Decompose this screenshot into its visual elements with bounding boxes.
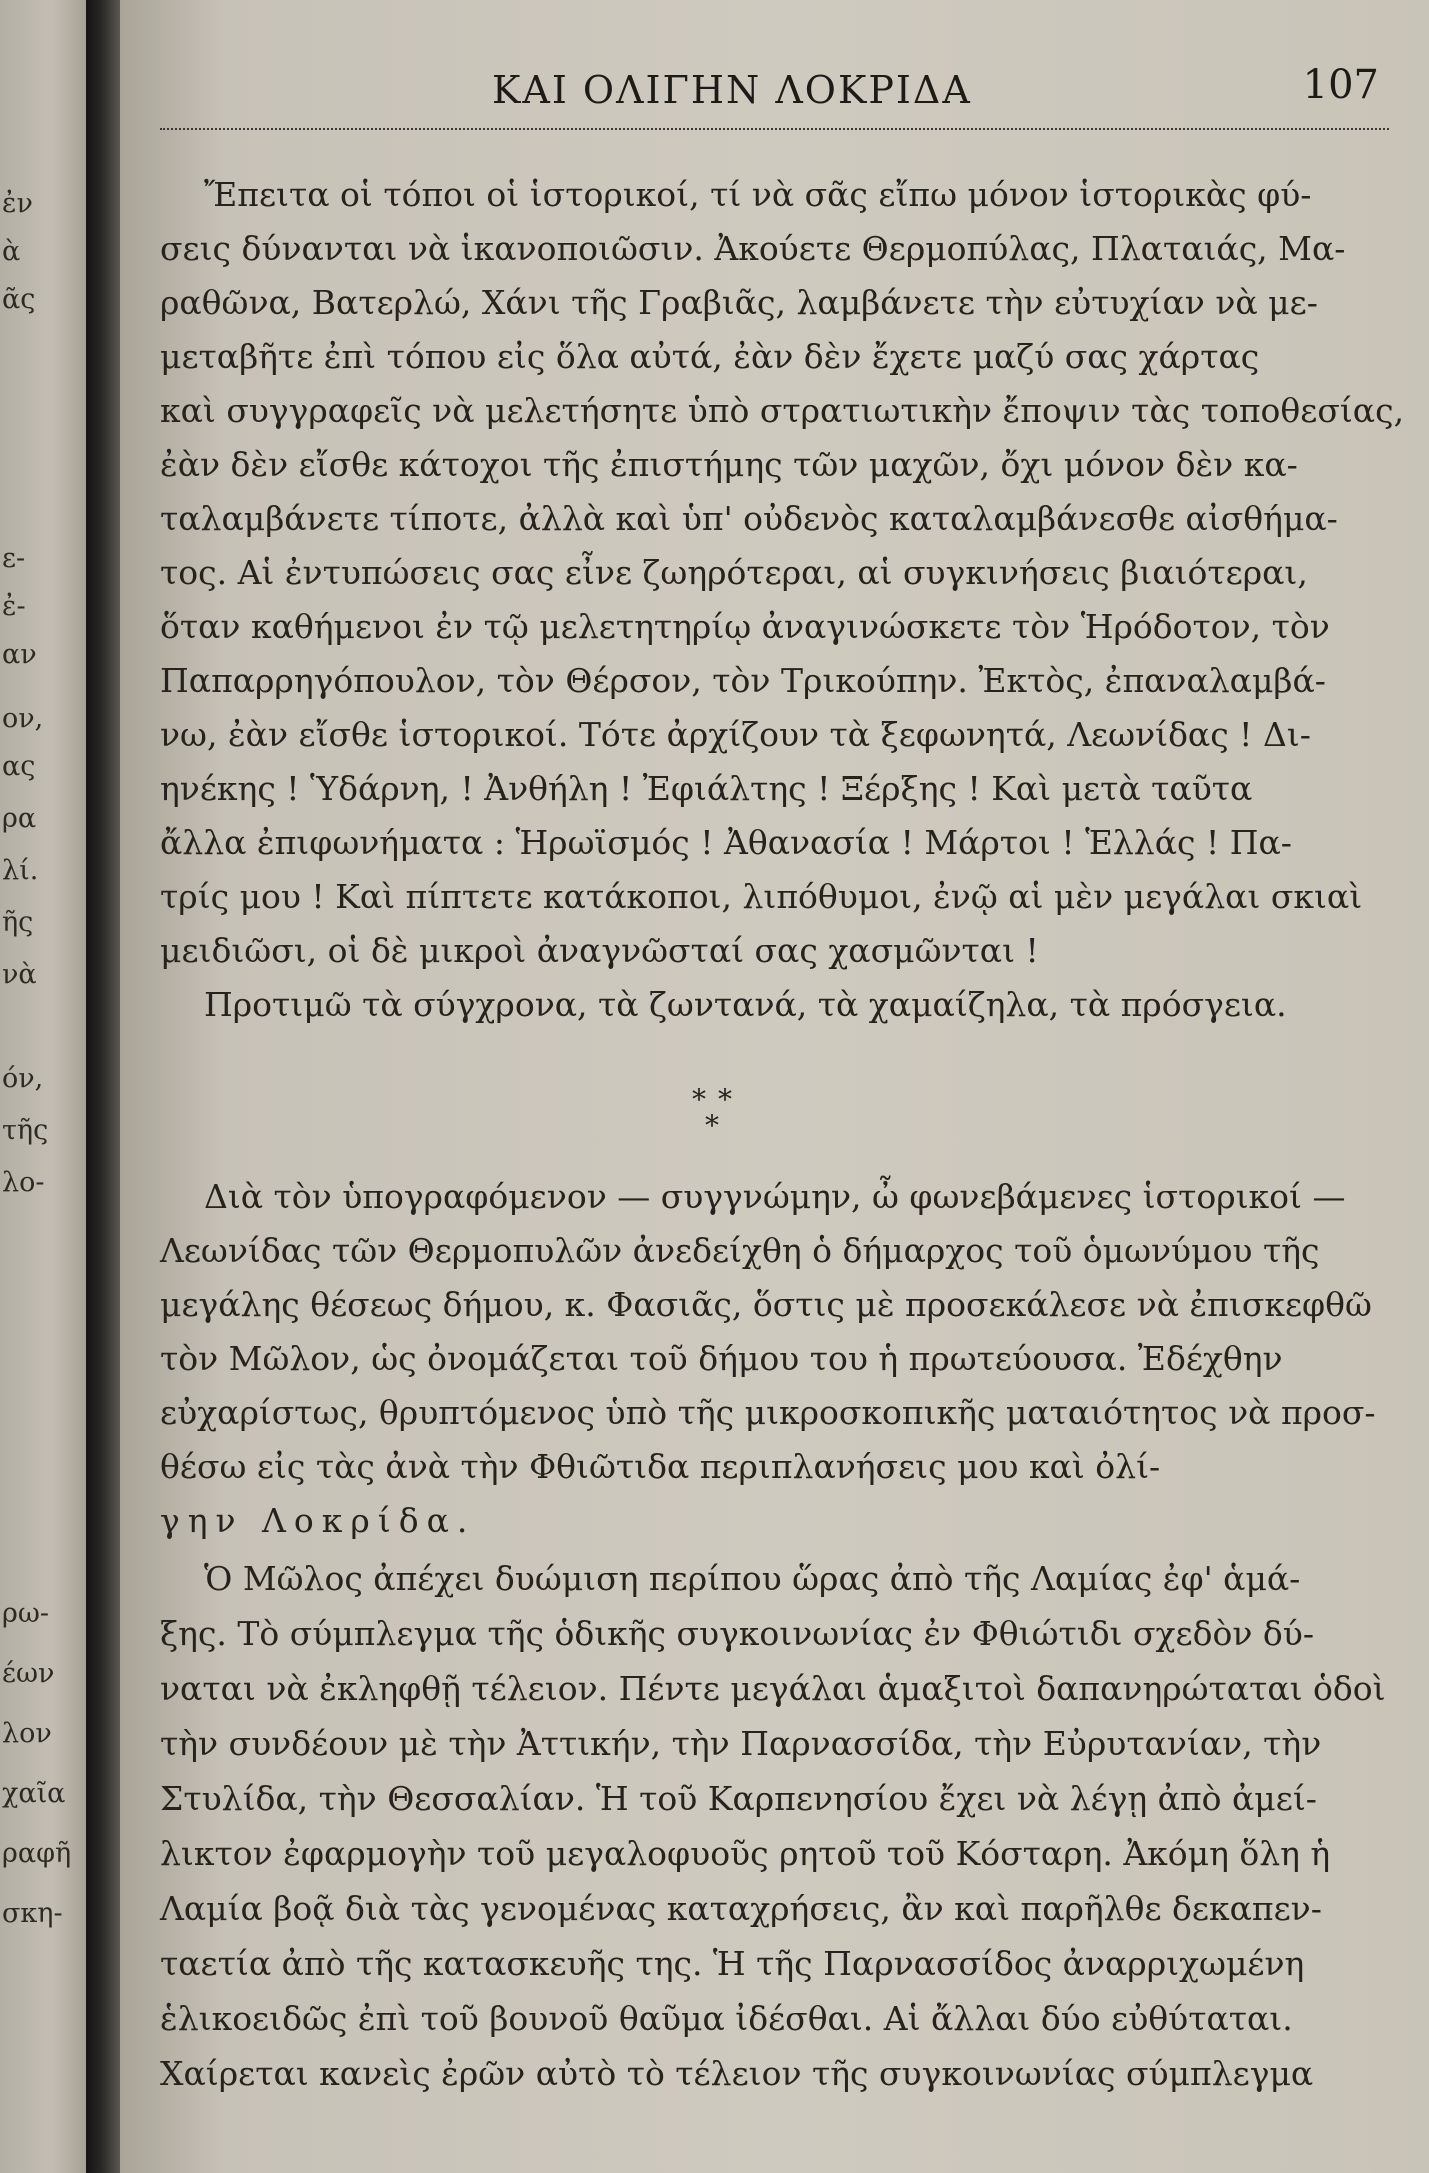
left-fragment: αν — [2, 639, 37, 670]
paragraph-3-line: τὸν Μῶλον, ὡς ὀνομάζεται τοῦ δήμου του ἡ πρωτεύουσα. Ἐδέχθην — [160, 1339, 1283, 1378]
left-fragment: έων — [2, 1658, 55, 1689]
left-fragment: ας — [2, 751, 36, 782]
paragraph-4-line: ξης. Τὸ σύμπλεγμα τῆς ὁδικῆς συγκοινωνίας ἐν Φθιώτιδι σχεδὸν δύ- — [160, 1614, 1314, 1653]
left-fragment: σκη- — [2, 1898, 63, 1929]
left-fragment: λο- — [2, 1167, 45, 1198]
book-gutter — [86, 0, 120, 2173]
paragraph-1-line: ταλαμβάνετε τίποτε, ἀλλὰ καὶ ὑπ' οὐδενὸς καταλαμβάνεσθε αἰσθήμα- — [160, 499, 1338, 538]
header-rule — [160, 128, 1389, 130]
paragraph-3-line: μεγάλης θέσεως δήμου, κ. Φασιᾶς, ὅστις μὲ προσεκάλεσε νὰ ἐπισκεφθῶ — [160, 1285, 1372, 1324]
paragraph-1-line: ηνέκης ! Ὑδάρνη, ! Ἀνθήλη ! Ἐφιάλτης ! Ξέρξης ! Καὶ μετὰ ταῦτα — [160, 769, 1253, 808]
left-fragment: ῆς — [2, 907, 34, 938]
paragraph-3-line: θέσω εἰς τὰς ἀνὰ τὴν Φθιῶτιδα περιπλανήσεις μου καὶ ὀλί- — [160, 1447, 1161, 1486]
left-fragment: ἐ- — [2, 591, 26, 622]
asterisk: * — [718, 1083, 732, 1116]
paragraph-4-line: Στυλίδα, τὴν Θεσσαλίαν. Ἡ τοῦ Καρπενησίου ἔχει νὰ λέγῃ ἀπὸ ἀμεί- — [160, 1779, 1317, 1818]
paragraph-1-line: τρίς μου ! Καὶ πίπτετε κατάκοποι, λιπόθυμοι, ἐνῷ αἱ μὲν μεγάλαι σκιαὶ — [160, 877, 1363, 916]
left-fragment: ᾶς — [2, 284, 36, 315]
paragraph-4-line: τὴν συνδέουν μὲ τὴν Ἀττικήν, τὴν Παρνασσίδα, τὴν Εὐρυτανίαν, τὴν — [160, 1724, 1322, 1763]
paragraph-3-line: Διὰ τὸν ὑπογραφόμενον — συγγνώμην, ὦ φωνεβάμενες ἱστορικοί — — [204, 1177, 1346, 1216]
paragraph-1-line: ραθῶνα, Βατερλώ, Χάνι τῆς Γραβιᾶς, λαμβάνετε τὴν εὐτυχίαν νὰ με- — [160, 283, 1318, 322]
paragraph-1-line: ἄλλα ἐπιφωνήματα : Ἡρωϊσμός ! Ἀθανασία ! Μάρτοι ! Ἑλλάς ! Πα- — [160, 823, 1292, 862]
paragraph-1-line: σεις δύνανται νὰ ἱκανοποιῶσιν. Ἀκούετε Θερμοπύλας, Πλαταιάς, Μα- — [160, 229, 1346, 268]
paragraph-3-line: Λεωνίδας τῶν Θερμοπυλῶν ἀνεδείχθη ὁ δήμαρχος τοῦ ὁμωνύμου τῆς — [160, 1231, 1320, 1270]
paragraph-4-line: Λαμία βοᾷ διὰ τὰς γενομένας καταχρήσεις, ἂν καὶ παρῆλθε δεκαπεν- — [160, 1889, 1322, 1928]
paragraph-3-line: γην Λοκρίδα. — [160, 1501, 476, 1540]
paragraph-4-line: ναται νὰ ἐκληφθῇ τέλειον. Πέντε μεγάλαι ἁμαξιτοὶ δαπανηρώταται ὁδοὶ — [160, 1669, 1386, 1708]
paragraph-4-line: Χαίρεται κανεὶς ἐρῶν αὐτὸ τὸ τέλειον τῆς συγκοινωνίας σύμπλεγμα — [160, 2054, 1314, 2093]
paragraph-4-line: λικτον ἐφαρμογὴν τοῦ μεγαλοφυοῦς ρητοῦ τοῦ Κόσταρη. Ἀκόμη ὅλη ἡ — [160, 1834, 1331, 1873]
paragraph-4-line: Ὁ Μῶλος ἀπέχει δυώμιση περίπου ὥρας ἀπὸ τῆς Λαμίας ἐφ' ἁμά- — [204, 1559, 1301, 1598]
left-fragment: νὰ — [2, 959, 37, 990]
right-page — [120, 0, 1429, 2173]
paragraph-1-line: Παπαρρηγόπουλον, τὸν Θέρσον, τὸν Τρικούπην. Ἐκτὸς, ἐπαναλαμβά- — [160, 661, 1326, 700]
left-fragment: ρω- — [2, 1598, 50, 1629]
left-fragment: ρα — [2, 803, 37, 834]
paragraph-1-line: Ἔπειτα οἱ τόποι οἱ ἱστορικοί, τί νὰ σᾶς εἴπω μόνον ἱστορικὰς φύ- — [204, 175, 1312, 214]
running-head-title: ΚΑΙ ΟΛΙΓΗΝ ΛΟΚΡΙΔΑ — [492, 68, 972, 112]
paragraph-4-line: ἑλικοειδῶς ἐπὶ τοῦ βουνοῦ θαῦμα ἰδέσθαι. Αἱ ἄλλαι δύο εὐθύταται. — [160, 1999, 1293, 2038]
left-fragment: χαῖα — [2, 1778, 66, 1809]
paragraph-3-line: εὐχαρίστως, θρυπτόμενος ὑπὸ τῆς μικροσκοπικῆς ματαιότητος νὰ προσ- — [160, 1393, 1376, 1432]
paragraph-1-line: μεταβῆτε ἐπὶ τόπου εἰς ὅλα αὐτά, ἐὰν δὲν ἔχετε μαζύ σας χάρτας — [160, 337, 1260, 376]
paragraph-1-line: ὅταν καθήμενοι ἐν τῷ μελετητηρίῳ ἀναγινώσκετε τὸν Ἡρόδοτον, τὸν — [160, 607, 1330, 646]
left-fragment: όν, — [2, 1063, 44, 1094]
running-head — [120, 62, 1429, 122]
left-fragment: ε- — [2, 543, 26, 574]
left-fragment: ὰ — [2, 236, 21, 267]
paragraph-4-line: ταετία ἀπὸ τῆς κατασκευῆς της. Ἡ τῆς Παρνασσίδος ἀναρριχωμένη — [160, 1944, 1305, 1983]
paragraph-2-line: Προτιμῶ τὰ σύγχρονα, τὰ ζωντανά, τὰ χαμαίζηλα, τὰ πρόσγεια. — [204, 985, 1287, 1024]
left-fragment: ον, — [2, 703, 44, 734]
left-fragment: λον — [2, 1718, 52, 1749]
left-fragment: ραφῆ — [2, 1838, 72, 1869]
section-separator — [680, 1083, 820, 1163]
left-fragment: ἐν — [2, 188, 33, 219]
left-page-edge — [0, 0, 86, 2173]
left-fragment: τῆς — [2, 1115, 49, 1146]
page-number: 107 — [1302, 62, 1379, 108]
paragraph-1-line: ἐὰν δὲν εἴσθε κάτοχοι τῆς ἐπιστήμης τῶν μαχῶν, ὄχι μόνον δὲν κα- — [160, 445, 1298, 484]
paragraph-1-line: μειδιῶσι, οἱ δὲ μικροὶ ἀναγνῶσταί σας χασμῶνται ! — [160, 931, 1039, 970]
paragraph-1-line: καὶ συγγραφεῖς νὰ μελετήσητε ὑπὸ στρατιωτικὴν ἔποψιν τὰς τοποθεσίας, — [160, 391, 1405, 430]
asterisk: * — [692, 1083, 706, 1116]
paragraph-1-line: τος. Αἱ ἐντυπώσεις σας εἶνε ζωηρότεραι, αἱ συγκινήσεις βιαιότεραι, — [160, 553, 1308, 592]
paragraph-1-line: νω, ἐὰν εἴσθε ἱστορικοί. Τότε ἀρχίζουν τὰ ξεφωνητά, Λεωνίδας ! Δι- — [160, 715, 1311, 754]
asterisk: * — [705, 1109, 719, 1142]
left-fragment: λί. — [2, 855, 39, 886]
